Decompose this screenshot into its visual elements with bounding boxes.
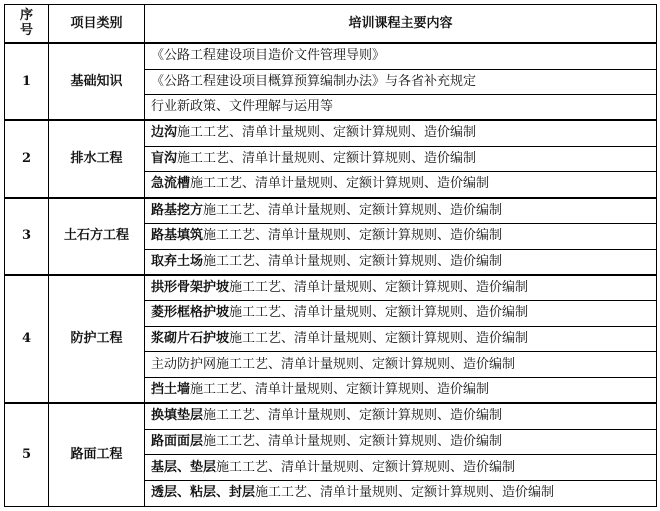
item-description: 施工工艺、清单计量规则、定额计算规则、造价编制 <box>203 433 503 449</box>
group-number: 2 <box>5 120 49 197</box>
group-category: 防护工程 <box>49 275 145 404</box>
content-cell <box>145 378 657 404</box>
item-title: 基层、垫层 <box>151 459 217 475</box>
item-title: 换填垫层 <box>151 408 204 424</box>
group-category: 路面工程 <box>49 403 145 506</box>
content-cell <box>145 172 657 198</box>
item-description: 施工工艺、清单计量规则、定额计算规则、造价编制 <box>203 228 503 244</box>
item-title: 路基填筑 <box>151 228 204 244</box>
item-title: 取弃土场 <box>151 253 204 269</box>
group-number: 4 <box>5 275 49 404</box>
item-description: 《公路工程建设项目造价文件管理导则》 <box>151 48 386 64</box>
content-cell <box>145 455 657 481</box>
content-cell <box>145 326 657 352</box>
item-title: 路面面层 <box>151 433 204 449</box>
group-number: 1 <box>5 43 49 120</box>
content-cell <box>145 403 657 429</box>
header-num-line2: 号 <box>19 22 33 38</box>
header-num <box>5 5 49 44</box>
item-description: 施工工艺、清单计量规则、定额计算规则、造价编制 <box>229 279 529 295</box>
item-description: 行业新政策、文件理解与运用等 <box>151 99 334 115</box>
content-cell <box>145 198 657 224</box>
item-description: 施工工艺、清单计量规则、定额计算规则、造价编制 <box>229 330 529 346</box>
header-num-line1: 序 <box>19 8 33 24</box>
table-row <box>5 403 657 429</box>
content-cell <box>145 223 657 249</box>
item-description: 《公路工程建设项目概算预算编制办法》与各省补充规定 <box>151 73 477 89</box>
content-cell <box>145 429 657 455</box>
item-title: 挡土墙 <box>151 382 191 398</box>
item-description: 施工工艺、清单计量规则、定额计算规则、造价编制 <box>190 382 490 398</box>
group-category: 土石方工程 <box>49 198 145 275</box>
content-cell <box>145 95 657 121</box>
item-title: 盲沟 <box>151 150 178 166</box>
content-cell <box>145 481 657 507</box>
item-description: 施工工艺、清单计量规则、定额计算规则、造价编制 <box>255 485 555 501</box>
header-category: 项目类别 <box>49 5 145 44</box>
group-category: 排水工程 <box>49 120 145 197</box>
content-cell <box>145 146 657 172</box>
item-title: 急流槽 <box>151 176 191 192</box>
item-description: 施工工艺、清单计量规则、定额计算规则、造价编制 <box>177 150 477 166</box>
header-row <box>5 5 657 44</box>
table-row <box>5 43 657 69</box>
item-description: 施工工艺、清单计量规则、定额计算规则、造价编制 <box>203 253 503 269</box>
item-description: 主动防护网施工工艺、清单计量规则、定额计算规则、造价编制 <box>151 356 516 372</box>
item-description: 施工工艺、清单计量规则、定额计算规则、造价编制 <box>229 305 529 321</box>
item-description: 施工工艺、清单计量规则、定额计算规则、造价编制 <box>203 202 503 218</box>
item-title: 路基挖方 <box>151 202 204 218</box>
item-description: 施工工艺、清单计量规则、定额计算规则、造价编制 <box>177 125 477 141</box>
header-content: 培训课程主要内容 <box>145 5 657 44</box>
item-title: 浆砌片石护坡 <box>151 330 230 346</box>
group-number: 5 <box>5 403 49 506</box>
table-row <box>5 198 657 224</box>
group-number: 3 <box>5 198 49 275</box>
content-cell <box>145 301 657 327</box>
course-table <box>4 4 657 507</box>
table-row <box>5 120 657 146</box>
item-description: 施工工艺、清单计量规则、定额计算规则、造价编制 <box>216 459 516 475</box>
content-cell <box>145 120 657 146</box>
content-cell <box>145 69 657 95</box>
item-title: 透层、粘层、封层 <box>151 485 256 501</box>
table-row <box>5 275 657 301</box>
content-cell <box>145 249 657 275</box>
item-title: 菱形框格护坡 <box>151 305 230 321</box>
content-cell <box>145 43 657 69</box>
content-cell <box>145 352 657 378</box>
content-cell <box>145 275 657 301</box>
item-description: 施工工艺、清单计量规则、定额计算规则、造价编制 <box>190 176 490 192</box>
group-category: 基础知识 <box>49 43 145 120</box>
item-title: 边沟 <box>151 125 178 141</box>
item-description: 施工工艺、清单计量规则、定额计算规则、造价编制 <box>203 408 503 424</box>
course-table-body <box>5 5 657 507</box>
item-title: 拱形骨架护坡 <box>151 279 230 295</box>
